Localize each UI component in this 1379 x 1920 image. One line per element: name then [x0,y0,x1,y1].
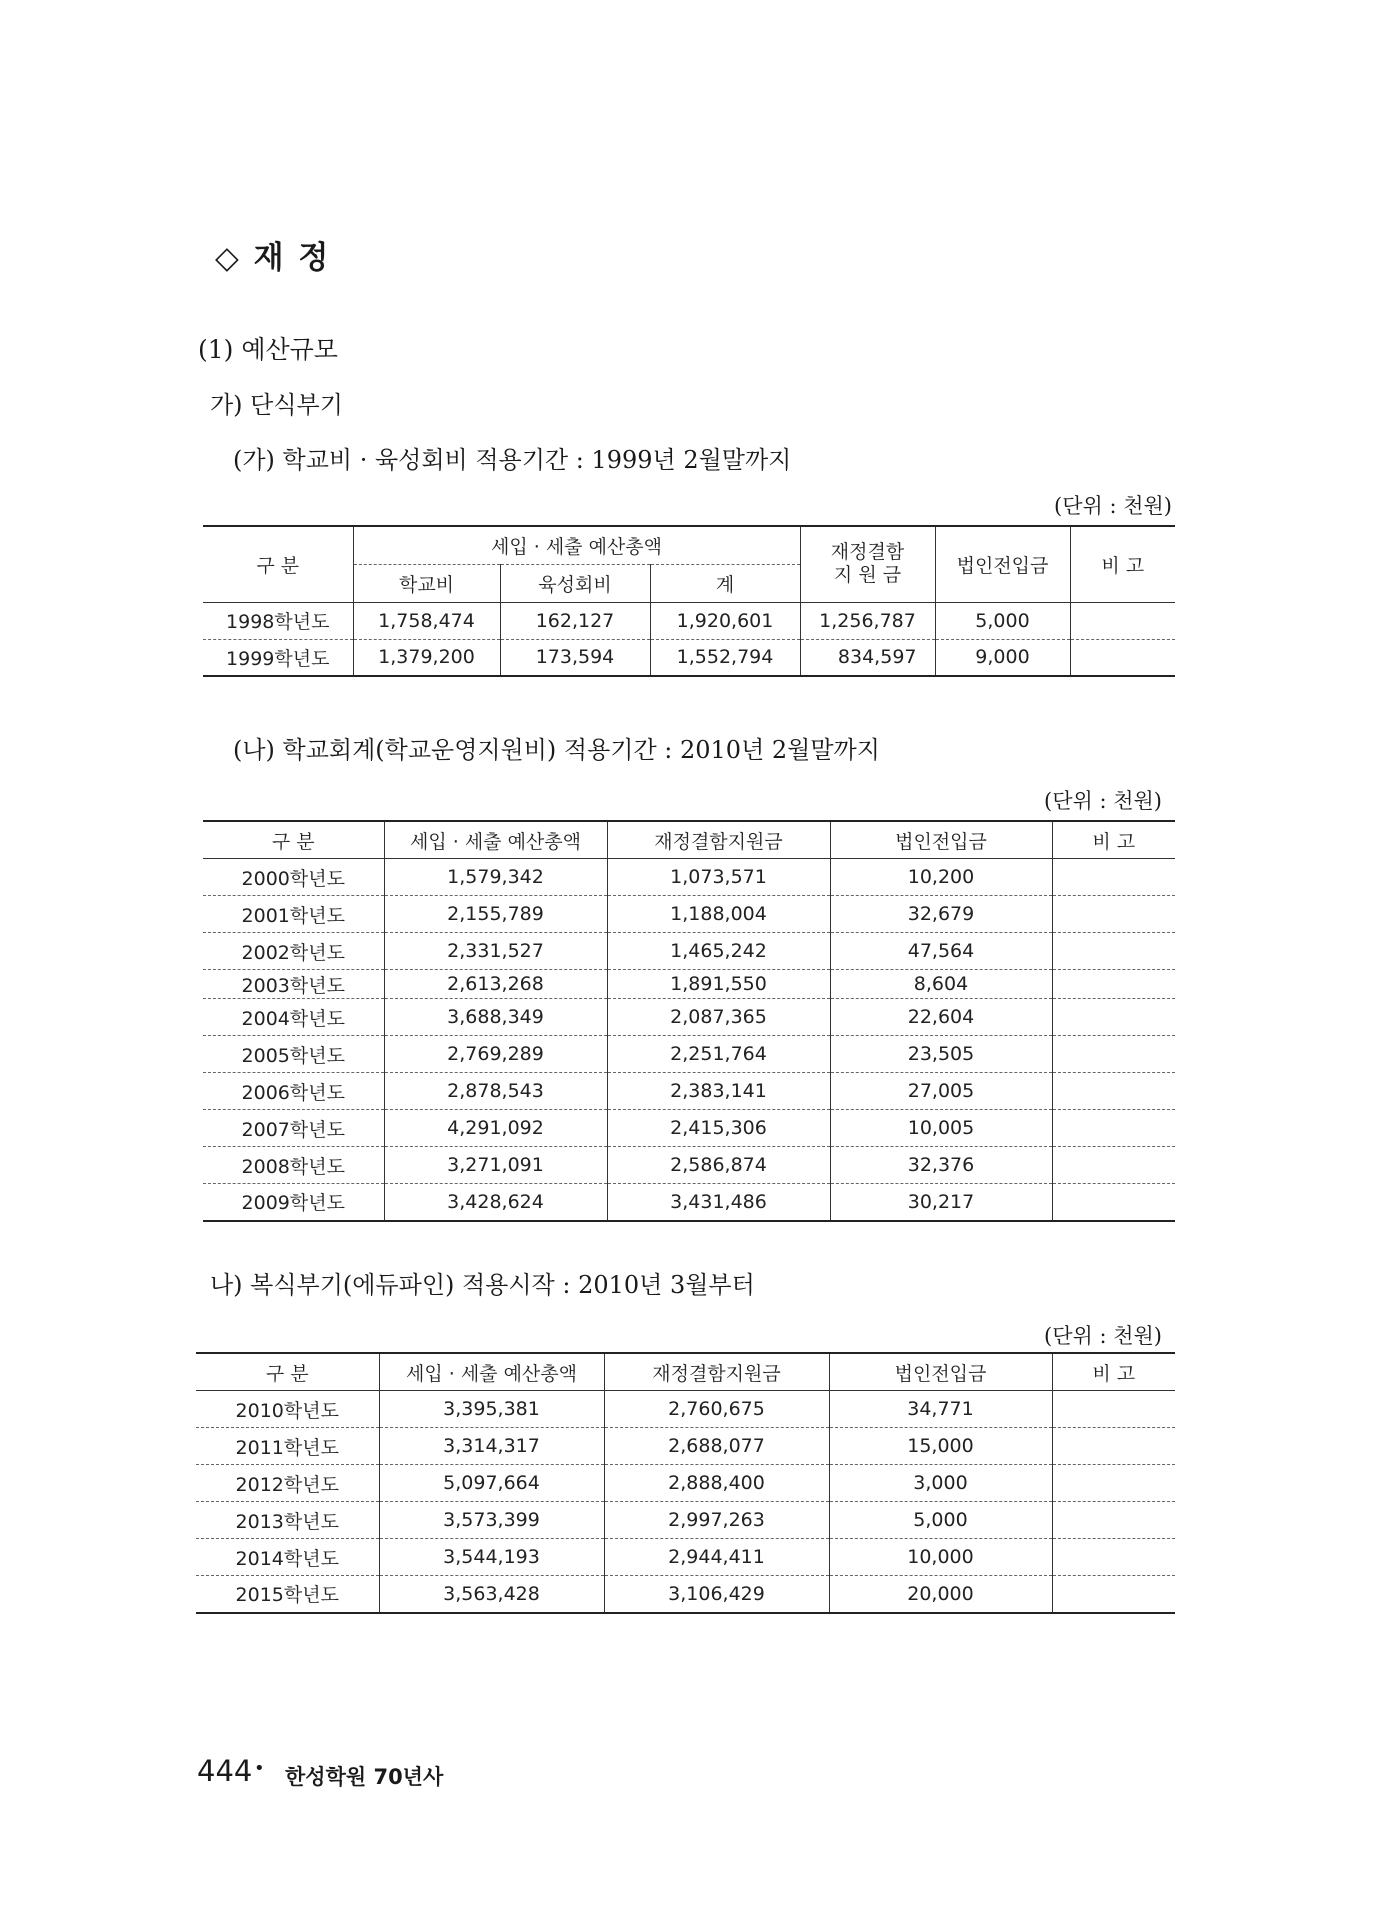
cell-total-budget: 3,563,428 [379,1576,604,1613]
cell-corp: 10,005 [830,1110,1052,1147]
cell-support: 2,760,675 [604,1391,829,1428]
heading-table3: 나) 복식부기(에듀파인) 적용시작 : 2010년 3월부터 [210,1271,755,1299]
header-corp: 법인전입금 [935,526,1070,602]
cell-note [1052,1502,1175,1539]
cell-support: 2,415,306 [607,1110,830,1147]
cell-note [1052,970,1175,999]
cell-yukseong-fee: 173,594 [500,639,650,676]
cell-note [1052,1576,1175,1613]
cell-support: 2,087,365 [607,999,830,1036]
cell-corp: 27,005 [830,1073,1052,1110]
cell-note [1052,1184,1175,1221]
cell-year: 2007학년도 [203,1110,384,1147]
cell-year: 2015학년도 [196,1576,379,1613]
unit-label-3: (단위 : 천원) [1044,1324,1162,1348]
cell-corp: 10,200 [830,859,1052,896]
cell-corp: 10,000 [829,1539,1052,1576]
table-row [196,1502,1175,1539]
cell-total-budget: 3,395,381 [379,1391,604,1428]
cell-year: 2014학년도 [196,1539,379,1576]
table-row [203,859,1175,896]
cell-support: 1,465,242 [607,933,830,970]
cell-support: 2,688,077 [604,1428,829,1465]
cell-support: 3,106,429 [604,1576,829,1613]
cell-total-budget: 2,613,268 [384,970,607,999]
heading-single-entry: 가) 단식부기 [210,391,343,419]
table-row [203,602,1175,639]
cell-total-budget: 3,314,317 [379,1428,604,1465]
cell-corp: 22,604 [830,999,1052,1036]
table-row [203,970,1175,999]
cell-note [1052,896,1175,933]
cell-support: 2,383,141 [607,1073,830,1110]
cell-total-budget: 3,688,349 [384,999,607,1036]
cell-note [1052,859,1175,896]
cell-total-budget: 3,544,193 [379,1539,604,1576]
header-yukseong-fee: 육성회비 [500,564,650,602]
cell-year: 2003학년도 [203,970,384,999]
cell-note [1052,1391,1175,1428]
cell-sum: 1,552,794 [650,639,800,676]
cell-total-budget: 3,271,091 [384,1147,607,1184]
header-gubun: 구 분 [196,1353,379,1391]
header-total-budget: 세입 · 세출 예산총액 [353,526,800,564]
header-gubun: 구 분 [203,821,384,859]
header-note: 비 고 [1052,821,1175,859]
cell-support: 834,597 [800,639,935,676]
header-total-budget: 세입 · 세출 예산총액 [384,821,607,859]
cell-year: 2000학년도 [203,859,384,896]
cell-corp: 34,771 [829,1391,1052,1428]
table-school-fee [203,525,1175,677]
cell-total-budget: 2,155,789 [384,896,607,933]
cell-corp: 5,000 [935,602,1070,639]
table-row [196,1428,1175,1465]
cell-note [1052,1036,1175,1073]
cell-corp: 5,000 [829,1502,1052,1539]
cell-school-fee: 1,758,474 [353,602,500,639]
cell-year: 2009학년도 [203,1184,384,1221]
cell-total-budget: 1,579,342 [384,859,607,896]
table-row [203,933,1175,970]
cell-year: 2008학년도 [203,1147,384,1184]
cell-support: 1,256,787 [800,602,935,639]
cell-note [1052,999,1175,1036]
cell-year: 2006학년도 [203,1073,384,1110]
cell-corp: 30,217 [830,1184,1052,1221]
header-total-budget: 세입 · 세출 예산총액 [379,1353,604,1391]
header-school-fee: 학교비 [353,564,500,602]
cell-year: 2012학년도 [196,1465,379,1502]
cell-year: 1998학년도 [203,602,353,639]
cell-support: 2,997,263 [604,1502,829,1539]
cell-year: 2002학년도 [203,933,384,970]
cell-note [1070,602,1175,639]
book-title: 한성학원 70년사 [285,1765,444,1789]
table-double-entry [196,1352,1175,1614]
cell-year: 2001학년도 [203,896,384,933]
cell-total-budget: 2,331,527 [384,933,607,970]
cell-corp: 8,604 [830,970,1052,999]
cell-support: 2,888,400 [604,1465,829,1502]
cell-year: 1999학년도 [203,639,353,676]
cell-total-budget: 5,097,664 [379,1465,604,1502]
cell-support: 1,073,571 [607,859,830,896]
table-row [196,1465,1175,1502]
unit-label-1: (단위 : 천원) [1054,494,1172,518]
cell-support: 2,944,411 [604,1539,829,1576]
table-row [196,1576,1175,1613]
header-corp: 법인전입금 [830,821,1052,859]
cell-corp: 3,000 [829,1465,1052,1502]
header-support: 재정결함 지 원 금 [800,526,935,602]
cell-support: 3,431,486 [607,1184,830,1221]
table-row [196,1391,1175,1428]
page-number: 444 [197,1754,253,1788]
footer-bullet: • [254,1758,265,1779]
heading-table2: (나) 학교회계(학교운영지원비) 적용기간 : 2010년 2월말까지 [233,736,880,764]
cell-note [1070,639,1175,676]
table-row [203,1110,1175,1147]
table-row [196,1539,1175,1576]
cell-corp: 23,505 [830,1036,1052,1073]
unit-label-2: (단위 : 천원) [1044,789,1162,813]
cell-school-fee: 1,379,200 [353,639,500,676]
heading-budget-scale: (1) 예산규모 [198,335,338,364]
cell-total-budget: 4,291,092 [384,1110,607,1147]
cell-year: 2013학년도 [196,1502,379,1539]
table-row [203,1073,1175,1110]
cell-note [1052,933,1175,970]
header-sum: 계 [650,564,800,602]
cell-corp: 32,679 [830,896,1052,933]
cell-corp: 32,376 [830,1147,1052,1184]
cell-note [1052,1147,1175,1184]
cell-total-budget: 2,878,543 [384,1073,607,1110]
cell-sum: 1,920,601 [650,602,800,639]
cell-note [1052,1428,1175,1465]
table-row [203,896,1175,933]
table-school-accounting [203,820,1175,1222]
cell-total-budget: 2,769,289 [384,1036,607,1073]
cell-note [1052,1073,1175,1110]
cell-support: 2,586,874 [607,1147,830,1184]
header-gubun: 구 분 [203,526,353,602]
cell-yukseong-fee: 162,127 [500,602,650,639]
header-support: 재정결함지원금 [607,821,830,859]
cell-year: 2005학년도 [203,1036,384,1073]
cell-year: 2011학년도 [196,1428,379,1465]
cell-support: 1,188,004 [607,896,830,933]
header-corp: 법인전입금 [829,1353,1052,1391]
table-row [203,1147,1175,1184]
cell-note [1052,1539,1175,1576]
table-row [203,639,1175,676]
cell-year: 2010학년도 [196,1391,379,1428]
header-note: 비 고 [1052,1353,1175,1391]
table-row [203,1184,1175,1221]
cell-total-budget: 3,573,399 [379,1502,604,1539]
cell-corp: 47,564 [830,933,1052,970]
cell-corp: 15,000 [829,1428,1052,1465]
table-row [203,999,1175,1036]
cell-year: 2004학년도 [203,999,384,1036]
header-support: 재정결함지원금 [604,1353,829,1391]
cell-note [1052,1465,1175,1502]
cell-note [1052,1110,1175,1147]
cell-corp: 20,000 [829,1576,1052,1613]
cell-corp: 9,000 [935,639,1070,676]
cell-total-budget: 3,428,624 [384,1184,607,1221]
header-note: 비 고 [1070,526,1175,602]
table-row [203,1036,1175,1073]
cell-support: 1,891,550 [607,970,830,999]
cell-support: 2,251,764 [607,1036,830,1073]
section-title: ◇ 재 정 [215,240,331,276]
heading-table1: (가) 학교비 · 육성회비 적용기간 : 1999년 2월말까지 [233,446,792,474]
